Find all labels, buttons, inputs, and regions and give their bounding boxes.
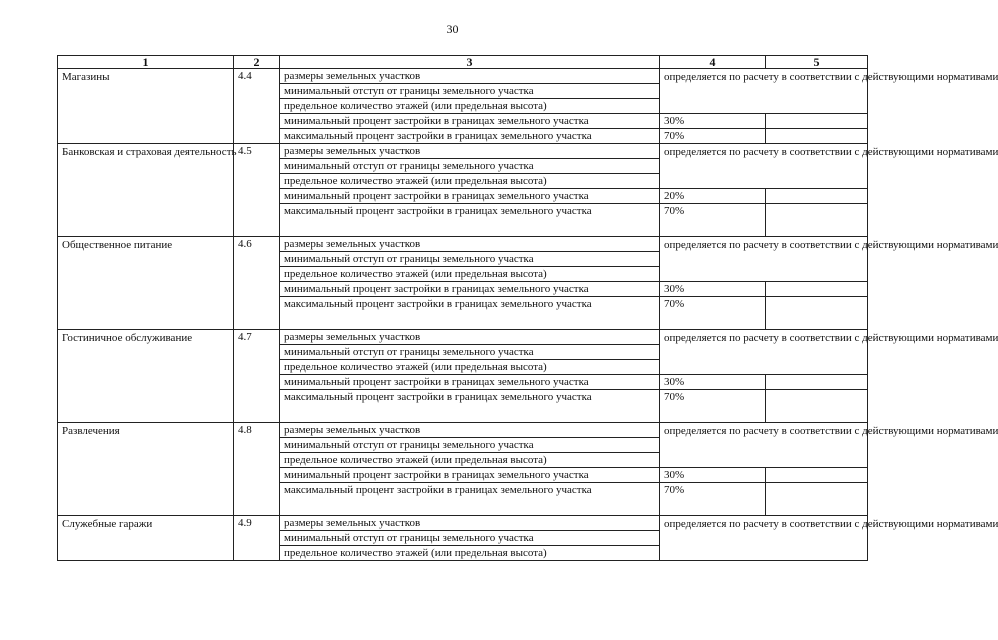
parameter-name: минимальный отступ от границы земельного участка <box>280 345 660 360</box>
parameter-name: предельное количество этажей (или предельная высота) <box>280 99 660 114</box>
parameter-name: минимальный процент застройки в границах земельного участка <box>280 468 660 483</box>
land-use-code: 4.7 <box>234 330 280 423</box>
parameter-name: минимальный отступ от границы земельного участка <box>280 531 660 546</box>
table-row <box>58 330 868 345</box>
land-use-name: Банковская и страховая деятельность <box>58 144 234 237</box>
empty-cell <box>766 204 868 237</box>
land-use-code: 4.8 <box>234 423 280 516</box>
parameter-name: предельное количество этажей (или предельная высота) <box>280 360 660 375</box>
header-row <box>58 56 868 69</box>
parameter-name: минимальный отступ от границы земельного участка <box>280 252 660 267</box>
empty-cell <box>766 129 868 144</box>
column-header-5: 5 <box>766 56 868 69</box>
land-use-code: 4.9 <box>234 516 280 561</box>
parameter-name: минимальный процент застройки в границах земельного участка <box>280 375 660 390</box>
calc-rule: определяется по расчету в соответствии с действующими нормативами <box>660 237 868 282</box>
max-percent-value: 70% <box>660 483 766 516</box>
parameter-name: размеры земельных участков <box>280 237 660 252</box>
parameter-name: предельное количество этажей (или предельная высота) <box>280 267 660 282</box>
zoning-parameters-table <box>57 55 998 561</box>
parameter-name: минимальный процент застройки в границах земельного участка <box>280 114 660 129</box>
parameter-name: предельное количество этажей (или предельная высота) <box>280 453 660 468</box>
calc-rule: определяется по расчету в соответствии с действующими нормативами <box>660 144 868 189</box>
empty-cell <box>766 114 868 129</box>
empty-cell <box>766 375 868 390</box>
max-percent-value: 70% <box>660 204 766 237</box>
land-use-code: 4.6 <box>234 237 280 330</box>
parameter-name: размеры земельных участков <box>280 330 660 345</box>
min-percent-value: 30% <box>660 282 766 297</box>
parameter-name: максимальный процент застройки в границах земельного участка <box>280 129 660 144</box>
parameter-name: минимальный отступ от границы земельного участка <box>280 159 660 174</box>
table-row <box>58 237 868 252</box>
parameter-name: размеры земельных участков <box>280 69 660 84</box>
land-use-code: 4.4 <box>234 69 280 144</box>
parameter-name: предельное количество этажей (или предельная высота) <box>280 546 660 561</box>
table-row <box>58 516 868 531</box>
parameter-name: размеры земельных участков <box>280 144 660 159</box>
min-percent-value: 20% <box>660 189 766 204</box>
land-use-name: Общественное питание <box>58 237 234 330</box>
parameter-name: максимальный процент застройки в границах земельного участка <box>280 297 660 330</box>
table-row <box>58 144 868 159</box>
land-use-name: Служебные гаражи <box>58 516 234 561</box>
empty-cell <box>766 468 868 483</box>
parameter-name: размеры земельных участков <box>280 423 660 438</box>
calc-rule: определяется по расчету в соответствии с действующими нормативами <box>660 516 868 561</box>
land-use-code: 4.5 <box>234 144 280 237</box>
page-number: 30 <box>446 22 459 36</box>
column-header-3: 3 <box>280 56 660 69</box>
empty-cell <box>766 483 868 516</box>
parameter-name: минимальный отступ от границы земельного участка <box>280 438 660 453</box>
land-use-name: Гостиничное обслуживание <box>58 330 234 423</box>
min-percent-value: 30% <box>660 114 766 129</box>
max-percent-value: 70% <box>660 129 766 144</box>
table-row <box>58 69 868 84</box>
empty-cell <box>766 282 868 297</box>
max-percent-value: 70% <box>660 390 766 423</box>
land-use-name: Магазины <box>58 69 234 144</box>
parameter-name: максимальный процент застройки в границах земельного участка <box>280 483 660 516</box>
column-header-2: 2 <box>234 56 280 69</box>
calc-rule: определяется по расчету в соответствии с действующими нормативами <box>660 69 868 114</box>
land-use-name: Развлечения <box>58 423 234 516</box>
parameter-name: минимальный отступ от границы земельного участка <box>280 84 660 99</box>
column-header-1: 1 <box>58 56 234 69</box>
column-header-4: 4 <box>660 56 766 69</box>
calc-rule: определяется по расчету в соответствии с действующими нормативами <box>660 330 868 375</box>
parameter-name: максимальный процент застройки в границах земельного участка <box>280 204 660 237</box>
parameter-name: размеры земельных участков <box>280 516 660 531</box>
empty-cell <box>766 390 868 423</box>
table-row <box>58 423 868 438</box>
min-percent-value: 30% <box>660 468 766 483</box>
min-percent-value: 30% <box>660 375 766 390</box>
max-percent-value: 70% <box>660 297 766 330</box>
parameter-name: максимальный процент застройки в границах земельного участка <box>280 390 660 423</box>
empty-cell <box>766 297 868 330</box>
parameter-name: минимальный процент застройки в границах земельного участка <box>280 282 660 297</box>
parameter-name: предельное количество этажей (или предельная высота) <box>280 174 660 189</box>
calc-rule: определяется по расчету в соответствии с действующими нормативами <box>660 423 868 468</box>
empty-cell <box>766 189 868 204</box>
parameter-name: минимальный процент застройки в границах земельного участка <box>280 189 660 204</box>
